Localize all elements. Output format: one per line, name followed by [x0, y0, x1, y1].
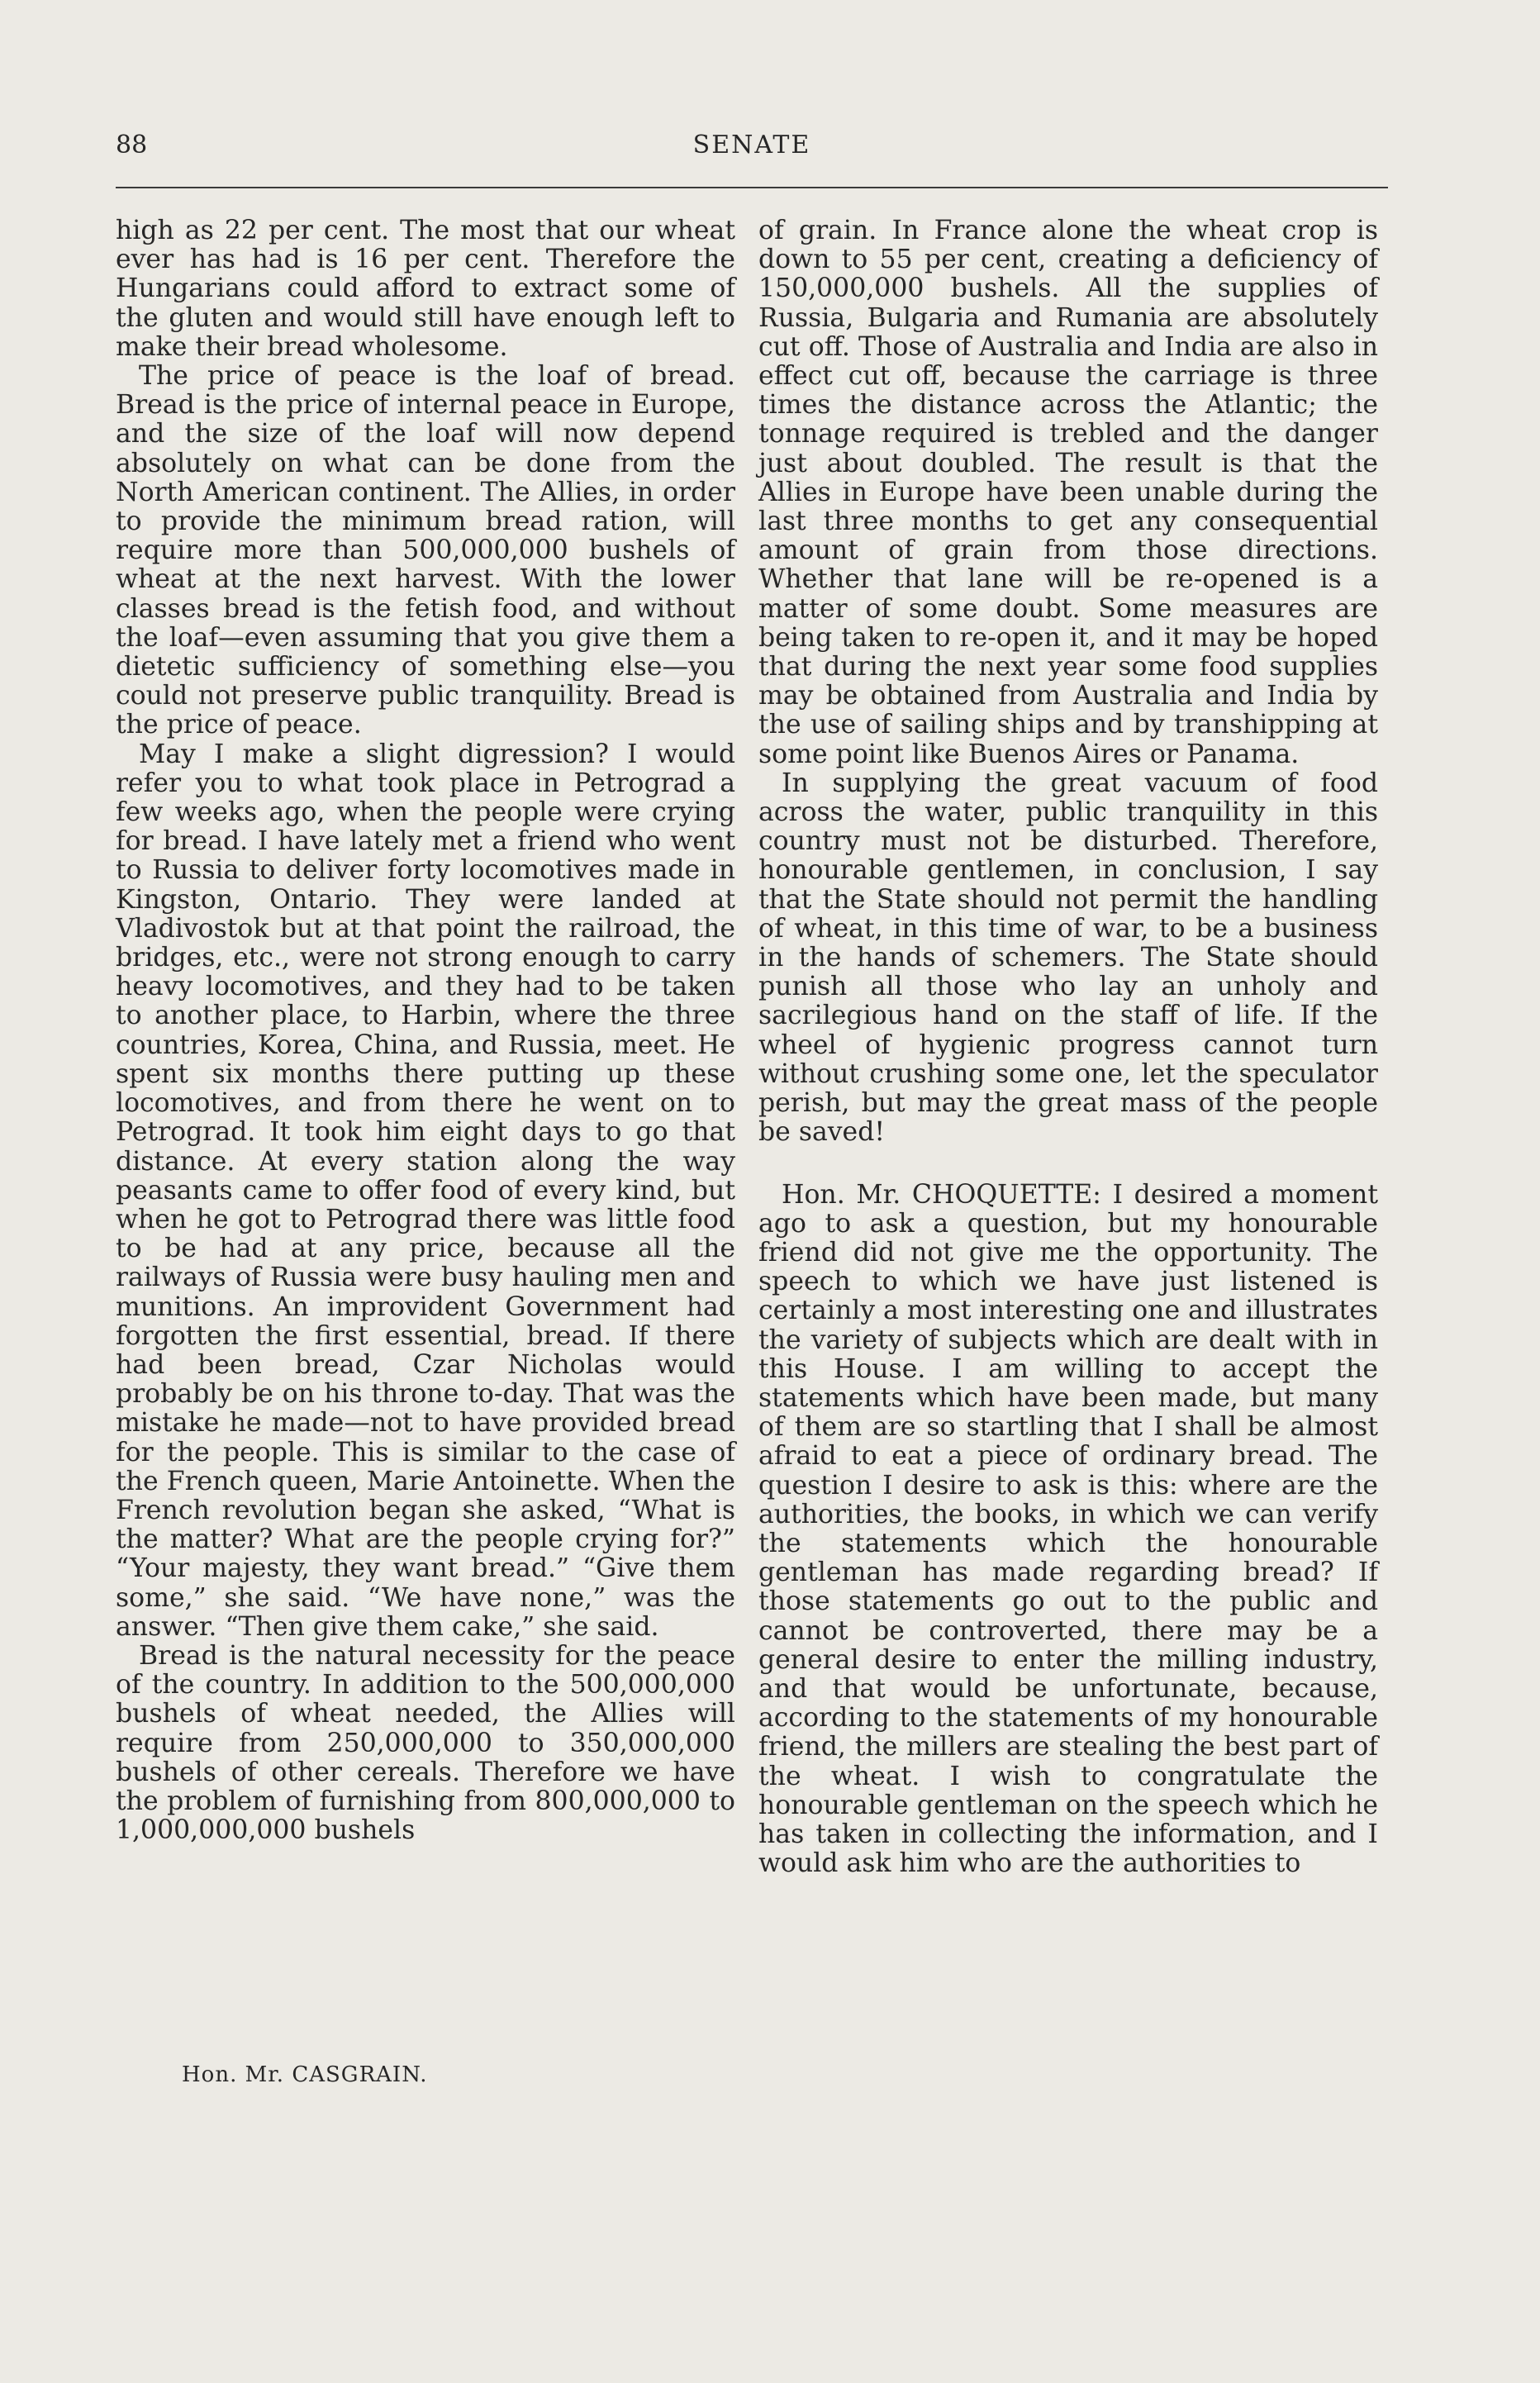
right-column — [758, 216, 1378, 1878]
speaker-paragraph: Hon. Mr. CHOQUETTE: I desired a moment ago to ask a question, but my honourable friend did not give me the opportunity. The speech to which we have just listened is certainly a most interesting one and illustrates the variety of subjects which are dealt with in this House. I am willing to accept the statements which have been made, but many of them are so startling that I shall be almost afraid to eat a piece of ordinary bread. The question I desire to ask is this: where are the authorities, the books, in which we can verify the statements which the honourable gentleman has made regarding bread? If those statements go out to the public and cannot be controverted, there may be a general desire to enter the milling industry, and that would be unfortunate, because, according to the statements of my honourable friend, the millers are stealing the best part of the wheat. I wish to congratulate the honourable gentleman on the speech which he has taken in collecting the information, and I would ask him who are the authorities to — [758, 1179, 1379, 1879]
paragraph: In supplying the great vacuum of food across the water, public tranquility in this country must not be disturbed. Therefore, honourable gentlemen, in conclusion, I say that the State should not permit the handling of wheat, in this time of war, to be a business in the hands of schemers. The State should punish all those who lay an unholy and sacrilegious hand on the staff of life. If the wheel of hygienic progress cannot turn without crushing some one, let the speculator perish, but may the great mass of the people be saved! — [758, 768, 1378, 1148]
footer-speaker-name: Hon. Mr. CASGRAIN. — [182, 2062, 428, 2087]
running-title: SENATE — [692, 131, 811, 159]
left-column — [116, 216, 735, 1845]
page-number: 88 — [116, 131, 148, 159]
paragraph: of grain. In France alone the wheat crop is down to 55 per cent, creating a deficiency of 150,000,000 bushels. All the supplies of Russia, Bulgaria and Rumania are absolutely cut off. Those of Australia and India are also in effect cut off, because the carriage is three times the distance across the Atlantic; the tonnage required is trebled and the danger just about doubled. The result is that the Allies in Europe have been unable during the last three months to get any consequential amount of grain from those directions. Whether that lane will be re-opened is a matter of some doubt. Some measures are being taken to re-open it, and it may be hoped that during the next year some food supplies may be obtained from Australia and India by the use of sailing ships and by transhipping at some point like Buenos Aires or Panama. — [758, 216, 1378, 769]
paragraph: high as 22 per cent. The most that our wheat ever has had is 16 per cent. Therefore the Hungarians could afford to extract some of the gluten and would still have enough left to make their bread wholesome. — [116, 216, 735, 362]
paragraph: May I make a slight digression? I would refer you to what took place in Petrograd a few weeks ago, when the people were crying for bread. I have lately met a friend who went to Russia to deliver forty locomotives made in Kingston, Ontario. They were landed at Vladivostok but at that point the railroad, the bridges, etc., were not strong enough to carry heavy locomotives, and they had to be taken to another place, to Harbin, where the three countries, Korea, China, and Russia, meet. He spent six months there putting up these locomotives, and from there he went on to Petrograd. It took him eight days to go that distance. At every station along the way peasants came to offer food of every kind, but when he got to Petrograd there was little food to be had at any price, because all the railways of Russia were busy hauling men and munitions. An improvident Government had forgotten the first essential, bread. If there had been bread, Czar Nicholas would probably be on his throne to-day. That was the mistake he made—not to have provided bread for the people. This is similar to the case of the French queen, Marie Antoinette. When the French revolution began she asked, “What is the matter? What are the people crying for?” “Your majesty, they want bread.” “Give them some,” she said. “We have none,” was the answer. “Then give them cake,” she said. — [116, 739, 735, 1642]
header-rule — [116, 187, 1388, 188]
page-header — [116, 131, 1388, 167]
paragraph: Bread is the natural necessity for the peace of the country. In addition to the 500,000,000 bushels of wheat needed, the Allies will require from 250,000,000 to 350,000,000 bushels of other cereals. Therefore we have the problem of furnishing from 800,000,000 to 1,000,000,000 bushels — [116, 1640, 735, 1846]
paragraph: The price of peace is the loaf of bread. Bread is the price of internal peace in Europe, and the size of the loaf will now depend absolutely on what can be done from the North American continent. The Allies, in order to provide the minimum bread ration, will require more than 500,000,000 bushels of wheat at the next harvest. With the lower classes bread is the fetish food, and without the loaf—even assuming that you give them a dietetic sufficiency of something else—you could not preserve public tranquility. Bread is the price of peace. — [116, 361, 735, 740]
